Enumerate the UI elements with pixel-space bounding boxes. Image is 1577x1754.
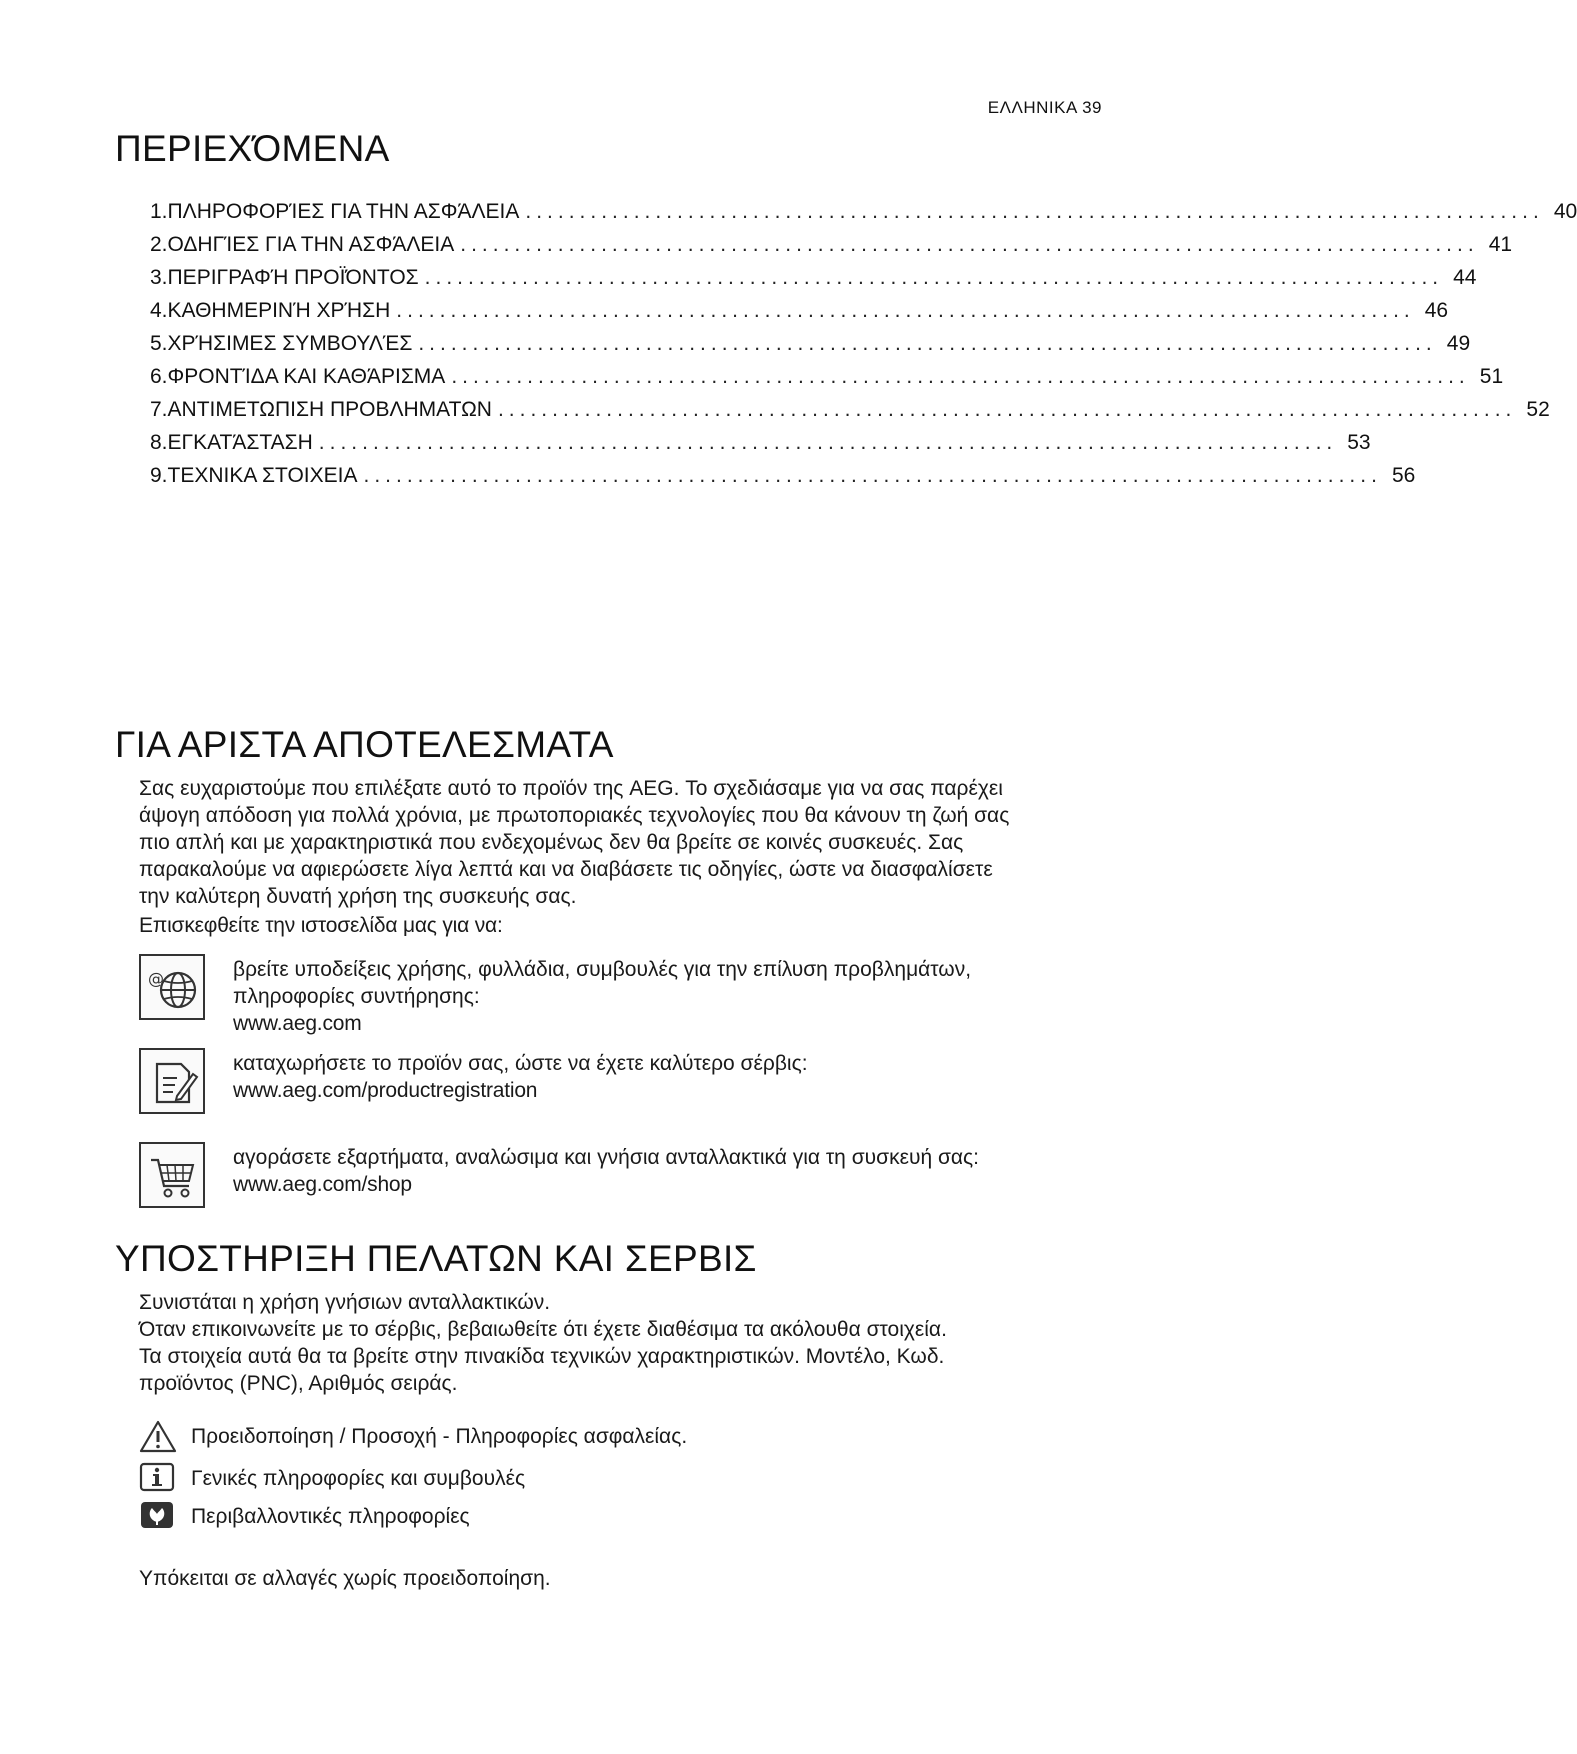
toc-item[interactable] xyxy=(150,200,1577,233)
intro-line: πιο απλή και με χαρακτηριστικά που ενδεχομένως δεν θα βρείτε σε κοινές συσκευές. Σας xyxy=(139,831,964,854)
page-label: ΕΛΛΗΝΙΚΑ 39 xyxy=(987,98,1102,117)
website-url[interactable]: www.aeg.com/shop xyxy=(233,1173,412,1196)
legend-label: Προειδοποίηση / Προσοχή - Πληροφορίες ασφαλείας. xyxy=(191,1425,688,1448)
toc-leader: .............................................................................................. xyxy=(451,365,1470,388)
toc-leader: .............................................................................................. xyxy=(460,233,1479,256)
legend-label: Περιβαλλοντικές πληροφορίες xyxy=(191,1505,470,1528)
toc-number: 8. xyxy=(150,431,168,454)
intro-line: Σας ευχαριστούμε που επιλέξατε αυτό το προϊόν της AEG. Το σχεδιάσαμε για να σας παρέχει xyxy=(139,777,1003,800)
toc-number: 1. xyxy=(150,200,168,223)
link-description: αγοράσετε εξαρτήματα, αναλώσιμα και γνήσια ανταλλακτικά για τη συσκευή σας: xyxy=(233,1146,980,1169)
toc-leader: .............................................................................................. xyxy=(424,266,1444,289)
toc-number: 3. xyxy=(150,266,168,289)
link-description: βρείτε υποδείξεις χρήσης, φυλλάδια, συμβουλές για την επίλυση προβλημάτων, xyxy=(233,958,972,981)
support-line: Όταν επικοινωνείτε με το σέρβις, βεβαιωθείτε ότι έχετε διαθέσιμα τα ακόλουθα στοιχεία. xyxy=(139,1318,947,1341)
toc-page: 41 xyxy=(1488,233,1513,256)
support-line: προϊόντος (PNC), Αριθμός σειράς. xyxy=(139,1372,458,1395)
toc-item[interactable] xyxy=(150,299,1449,332)
toc-page: 49 xyxy=(1446,332,1471,355)
toc-title: ΠΕΡΙΓΡΑΦΉ ΠΡΟΪΌΝΤΟΣ xyxy=(167,266,419,289)
website-link-registration xyxy=(139,1048,1129,1120)
svg-text:@: @ xyxy=(148,969,164,988)
toc-title: ΦΡΟΝΤΊΔΑ ΚΑΙ ΚΑΘΆΡΙΣΜΑ xyxy=(167,365,446,388)
website-url[interactable]: www.aeg.com/productregistration xyxy=(233,1079,538,1102)
toc-item[interactable] xyxy=(150,365,1504,398)
website-link-support xyxy=(139,954,1129,1035)
toc-title: ΚΑΘΗΜΕΡΙΝΉ ΧΡΉΣΗ xyxy=(167,299,391,322)
legend-info xyxy=(139,1462,939,1496)
toc-item[interactable] xyxy=(150,233,1513,266)
intro-line: την καλύτερη δυνατή χρήση της συσκευής σας. xyxy=(139,885,577,908)
toc-item[interactable] xyxy=(150,266,1477,299)
toc-page: 44 xyxy=(1453,266,1477,289)
toc-page: 40 xyxy=(1553,200,1577,223)
toc-item[interactable] xyxy=(150,398,1550,431)
shopping-cart-icon xyxy=(139,1142,205,1208)
toc-number: 7. xyxy=(150,398,168,421)
toc-title: ΠΛΗΡΟΦΟΡΊΕΣ ΓΙΑ ΤΗΝ ΑΣΦΆΛΕΙΑ xyxy=(167,200,520,223)
legend-warning xyxy=(139,1420,939,1454)
info-icon xyxy=(139,1462,175,1492)
toc-number: 4. xyxy=(150,299,168,322)
contents-title: ΠΕΡΙΕΧΌΜΕΝΑ xyxy=(115,128,390,169)
toc-title: ΤΕΧΝΙΚΑ ΣΤΟΙΧΕΙΑ xyxy=(167,464,358,487)
support-line: Συνιστάται η χρήση γνήσιων ανταλλακτικών. xyxy=(139,1291,551,1314)
toc-leader: .............................................................................................. xyxy=(525,200,1544,223)
table-of-contents xyxy=(150,200,1577,497)
toc-title: ΟΔΗΓΊΕΣ ΓΙΑ ΤΗΝ ΑΣΦΆΛΕΙΑ xyxy=(167,233,455,256)
toc-leader: .............................................................................................. xyxy=(363,464,1382,487)
toc-number: 2. xyxy=(150,233,168,256)
website-url[interactable]: www.aeg.com xyxy=(233,1012,362,1035)
toc-leader: .............................................................................................. xyxy=(418,332,1437,355)
toc-item[interactable] xyxy=(150,332,1471,365)
support-line: Τα στοιχεία αυτά θα τα βρείτε στην πινακίδα τεχνικών χαρακτηριστικών. Μοντέλο, Κωδ. xyxy=(139,1345,945,1368)
best-results-intro xyxy=(139,775,1129,910)
warning-icon xyxy=(139,1420,177,1454)
legend-environment xyxy=(139,1500,939,1534)
toc-leader: .............................................................................................. xyxy=(396,299,1415,322)
visit-website-line: Επισκεφθείτε την ιστοσελίδα μας για να: xyxy=(139,914,503,937)
footer-note: Υπόκειται σε αλλαγές χωρίς προειδοποίηση. xyxy=(139,1567,551,1590)
toc-page: 56 xyxy=(1391,464,1416,487)
toc-title: ΑΝΤΙΜΕΤΩΠΙΣΗ ΠΡΟΒΛΗΜΑΤΩΝ xyxy=(167,398,492,421)
toc-title: ΕΓΚΑΤΆΣΤΑΣΗ xyxy=(167,431,313,454)
intro-line: άψογη απόδοση για πολλά χρόνια, με πρωτοποριακές τεχνολογίες που θα κάνουν τη ζωή σας xyxy=(139,804,1010,827)
toc-page: 52 xyxy=(1526,398,1550,421)
toc-item[interactable] xyxy=(150,431,1371,464)
toc-leader: .............................................................................................. xyxy=(497,398,1517,421)
intro-line: παρακαλούμε να αφιερώσετε λίγα λεπτά και να διαβάσετε τις οδηγίες, ώστε να διασφαλίσετε xyxy=(139,858,993,881)
environment-icon xyxy=(139,1500,175,1530)
link-description: καταχωρήσετε το προϊόν σας, ώστε να έχετε καλύτερο σέρβις: xyxy=(233,1052,808,1075)
toc-page: 46 xyxy=(1424,299,1449,322)
website-link-shop xyxy=(139,1142,1129,1214)
toc-number: 5. xyxy=(150,332,168,355)
toc-title: ΧΡΉΣΙΜΕΣ ΣΥΜΒΟΥΛΈΣ xyxy=(167,332,413,355)
toc-page: 51 xyxy=(1479,365,1504,388)
link-description: πληροφορίες συντήρησης: xyxy=(233,985,480,1008)
globe-icon xyxy=(139,954,205,1020)
toc-item[interactable] xyxy=(150,464,1416,497)
legend-label: Γενικές πληροφορίες και συμβουλές xyxy=(191,1467,526,1490)
toc-number: 6. xyxy=(150,365,168,388)
best-results-title: ΓΙΑ ΑΡΙΣΤΑ ΑΠΟΤΕΛΕΣΜΑΤΑ xyxy=(115,724,614,765)
support-title: ΥΠΟΣΤΗΡΙΞΗ ΠΕΛΑΤΩΝ ΚΑΙ ΣΕΡΒΙΣ xyxy=(115,1238,757,1279)
registration-icon xyxy=(139,1048,205,1114)
support-text xyxy=(139,1289,1129,1397)
toc-number: 9. xyxy=(150,464,168,487)
toc-page: 53 xyxy=(1347,431,1371,454)
toc-leader: .............................................................................................. xyxy=(318,431,1338,454)
